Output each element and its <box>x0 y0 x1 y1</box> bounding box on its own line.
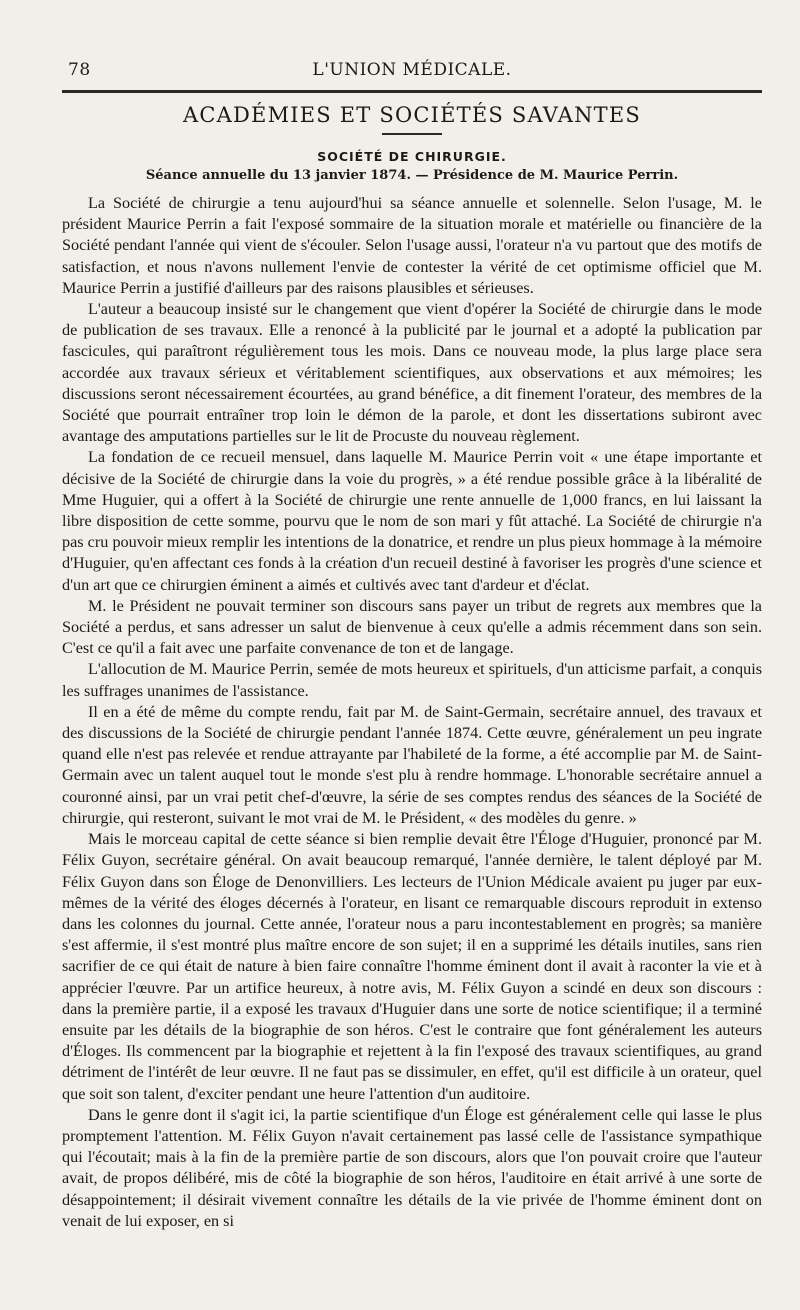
journal-title: L'UNION MÉDICALE. <box>312 60 512 80</box>
header-rule <box>62 90 762 93</box>
paragraph: Dans le genre dont il s'agit ici, la partie scientifique d'un Éloge est généralement celle qui lasse le plus promptement l'attention. M. Félix Guyon n'avait certainement pas lassé celle de l'assistance sympathique qui l'écoutait; mais à la fin de la première partie de son discours, alors que l'on pouvait croire que l'auteur avait, de propos délibéré, mis de côté la biographie de son héros, l'auditoire en était arrivé à une sorte de désappointement; il désirait vivement connaître les détails de la vie privée de l'homme éminent dont on venait de lui exposer, en si <box>62 1105 762 1230</box>
paragraph: L'allocution de M. Maurice Perrin, semée de mots heureux et spirituels, d'un atticisme parfait, a conquis les suffrages unanimes de l'assistance. <box>62 660 762 700</box>
paragraph: M. le Président ne pouvait terminer son discours sans payer un tribut de regrets aux membres que la Société a perdus, et sans adresser un salut de bienvenue à ceux qu'elle a admis récemment dans son sein. C'est ce qu'il a fait avec une parfaite convenance de ton et de langage. <box>62 596 762 658</box>
section-title: ACADÉMIES ET SOCIÉTÉS SAVANTES <box>183 103 641 127</box>
short-rule <box>382 133 442 135</box>
paragraph: Mais le morceau capital de cette séance si bien remplie devait être l'Éloge d'Huguier, prononcé par M. Félix Guyon, secrétaire général. On avait beaucoup remarqué, l'année dernière, le talent déployé par M. Félix Guyon dans son Éloge de Denonvilliers. Les lecteurs de l'Union Médicale avaient pu juger par eux-mêmes de la vérité des éloges décernés à l'orateur, en lisant ce remarquable discours reproduit in extenso dans les colonnes du journal. Cette année, l'orateur nous a paru incontestablement en progrès; sa manière s'est affermie, il s'est montré plus maître encore de son sujet; il en a supprimé les détails inutiles, sans rien sacrifier de ce qui était de nature à bien faire connaître l'homme éminent dont il avait à raconter la vie et à apprécier l'œuvre. Par un artifice heureux, à notre avis, M. Félix Guyon a scindé en deux son discours : dans la première partie, il a exposé les travaux d'Huguier dans une sorte de notice scientifique; il a terminé ensuite par les détails de la biographie de son héros. C'est le contraire que font généralement les auteurs d'Éloges. Ils commencent par la biographie et rejettent à la fin l'exposé des travaux scientifiques, au grand détriment de l'intérêt de leur œuvre. Il ne faut pas se dissimuler, en effet, qu'il est difficile à un orateur, quel que soit son talent, d'exciter pendant une heure l'attention d'un auditoire. <box>62 830 762 1103</box>
article-body <box>62 193 762 1232</box>
paragraph: L'auteur a beaucoup insisté sur le changement que vient d'opérer la Société de chirurgie dans le mode de publication de ses travaux. Elle a renoncé à la publicité par le journal et a adopté la publication par fascicules, qui paraîtront régulièrement tous les mois. Dans ce nouveau mode, la plus large place sera accordée aux travaux sérieux et véritablement scientifiques, aux observations et aux mémoires; les discussions seront nécessairement écourtées, au grand bénéfice, a dit finement l'orateur, des membres de la Société que pourrait entraîner trop loin le démon de la parole, et dont les dissertations subiront avec avantage des amputations partielles sur le lit de Procuste du nouveau règlement. <box>62 300 762 446</box>
page-number: 78 <box>68 60 91 80</box>
session-line: Séance annuelle du 13 janvier 1874. — Présidence de M. Maurice Perrin. <box>145 168 679 183</box>
paragraph: Il en a été de même du compte rendu, fait par M. de Saint-Germain, secrétaire annuel, des travaux et des discussions de la Société de chirurgie pendant l'année 1874. Cette œuvre, généralement un peu ingrate quand elle n'est pas relevée et rendue attrayante par l'habileté de la forme, a été accomplie par M. de Saint-Germain avec un talent auquel tout le monde s'est plu à rendre hommage. L'honorable secrétaire annuel a couronné ainsi, par un vrai petit chef-d'œuvre, la série de ses comptes rendus des séances de la Société de chirurgie, qui resteront, suivant le mot vrai de M. le Président, « des modèles du genre. » <box>62 702 762 827</box>
paragraph: La Société de chirurgie a tenu aujourd'hui sa séance annuelle et solennelle. Selon l'usage, M. le président Maurice Perrin a fait l'exposé sommaire de la situation morale et matérielle ou financière de la Société pendant l'année qui vient de s'écouler. Selon l'usage aussi, l'orateur n'a vu partout que des motifs de satisfaction, et nous n'avons nullement l'envie de contester la vérité de cet optimisme officiel que M. Maurice Perrin a justifié d'ailleurs par des raisons plausibles et sérieuses. <box>62 194 762 297</box>
paragraph: La fondation de ce recueil mensuel, dans laquelle M. Maurice Perrin voit « une étape importante et décisive de la Société de chirurgie dans la voie du progrès, » a été rendue possible grâce à la libéralité de Mme Huguier, qui a offert à la Société de chirurgie une rente annuelle de 1,000 francs, en lui laissant la libre disposition de cette somme, pourvu que le nom de son mari y fût attaché. La Société de chirurgie n'a pas cru pouvoir mieux remplir les intentions de la donatrice, et rendre un plus pieux hommage à la mémoire d'Huguier, qu'en affectant ces fonds à la création d'un recueil destiné à favoriser les progrès d'une science et d'un art que ce chirurgien éminent a aimés et cultivés avec tant d'ardeur et d'éclat. <box>62 448 762 594</box>
society-name: SOCIÉTÉ DE CHIRURGIE. <box>317 149 507 164</box>
running-head <box>62 50 762 82</box>
